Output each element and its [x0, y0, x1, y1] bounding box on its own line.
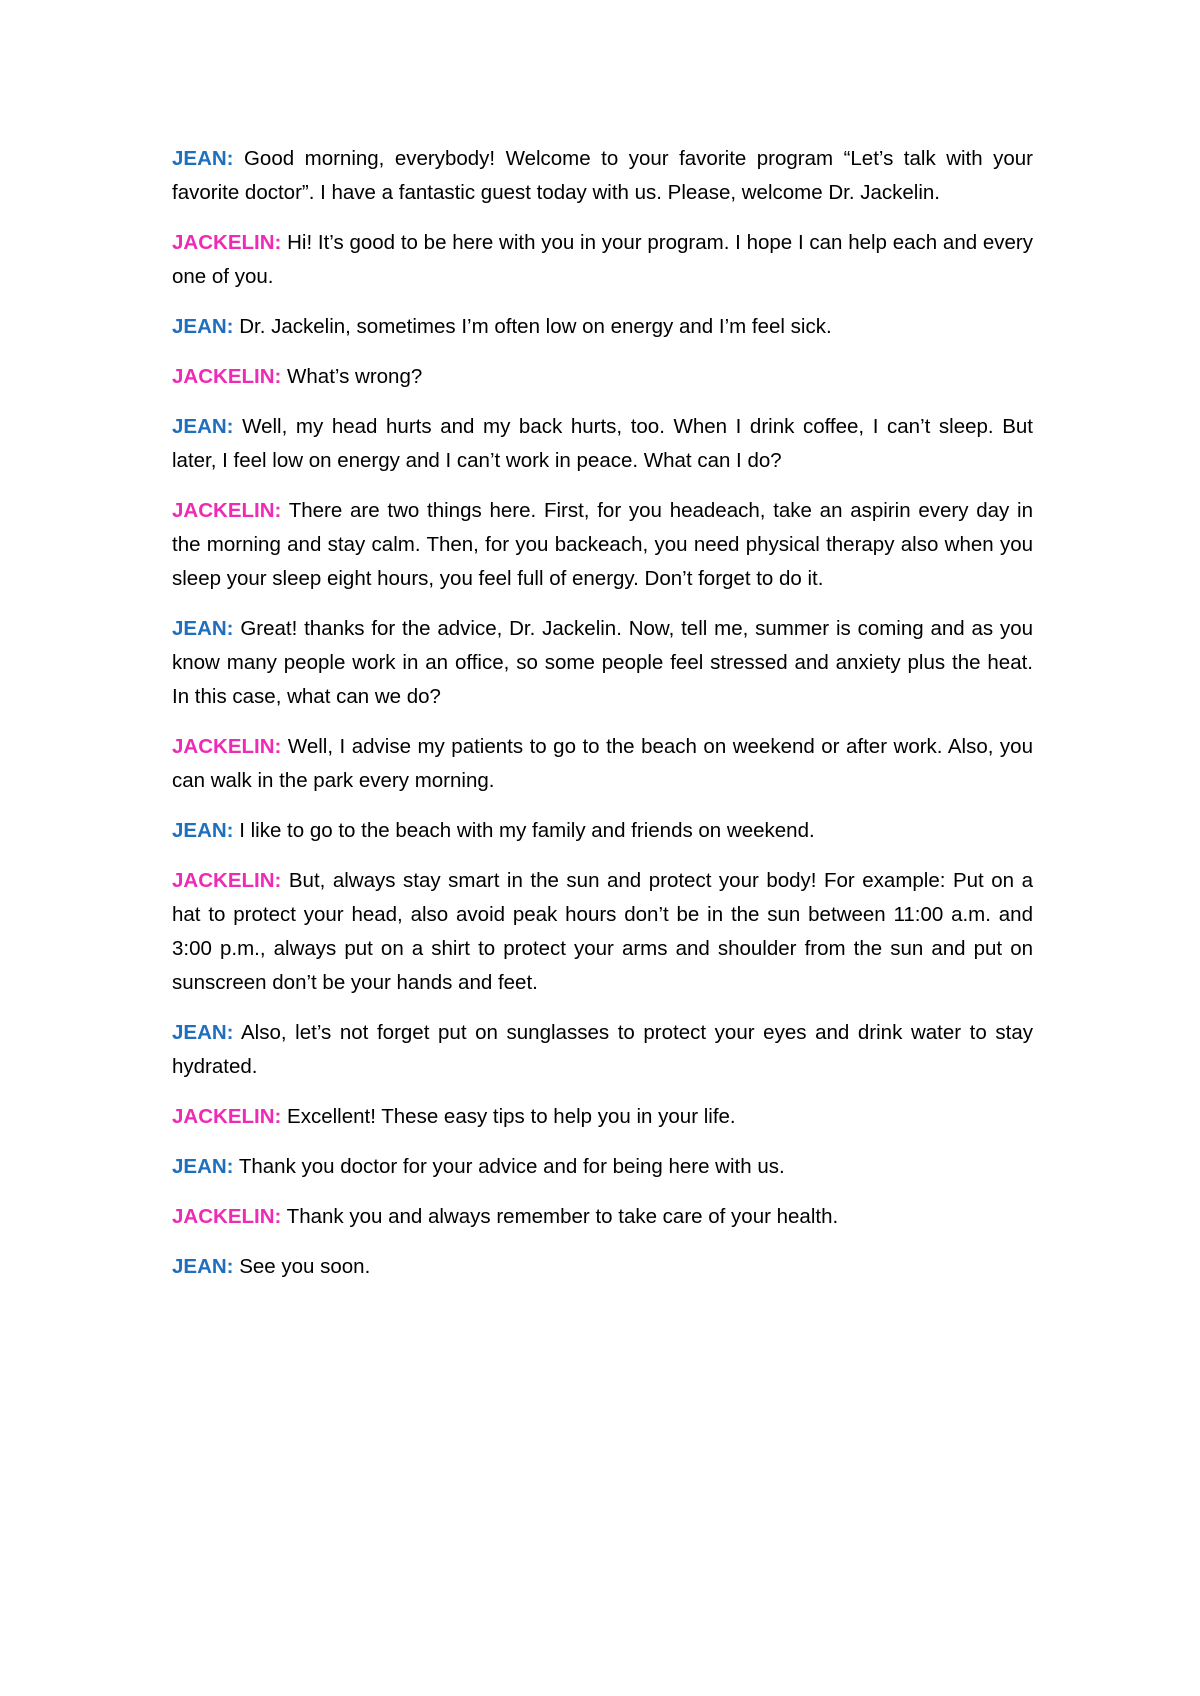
speaker-label: JACKELIN:: [172, 365, 282, 388]
dialogue-line: [172, 814, 1033, 848]
speaker-label: JEAN:: [172, 819, 234, 842]
speaker-label: JACKELIN:: [172, 869, 282, 892]
speaker-label: JEAN:: [172, 1255, 234, 1278]
dialogue-line: [172, 1200, 1033, 1234]
speaker-label: JEAN:: [172, 1021, 234, 1044]
speaker-label: JACKELIN:: [172, 1105, 282, 1128]
speaker-label: JEAN:: [172, 415, 234, 438]
speaker-label: JEAN:: [172, 617, 234, 640]
dialogue-line: [172, 864, 1033, 1000]
dialogue-text: I like to go to the beach with my family and friends on weekend.: [233, 819, 815, 842]
dialogue-line: [172, 360, 1033, 394]
dialogue-text: Thank you and always remember to take care of your health.: [281, 1205, 839, 1228]
speaker-label: JEAN:: [172, 147, 234, 170]
dialogue-transcript: [172, 142, 1033, 1300]
dialogue-line: [172, 1150, 1033, 1184]
dialogue-line: [172, 1250, 1033, 1284]
speaker-label: JEAN:: [172, 315, 234, 338]
dialogue-line: [172, 494, 1033, 596]
speaker-label: JACKELIN:: [172, 1205, 282, 1228]
dialogue-text: Good morning, everybody! Welcome to your favorite program “Let’s talk with your favorite doctor”. I have a fantastic guest today with us. Please, welcome Dr. Jackelin.: [172, 147, 1033, 204]
speaker-label: JACKELIN:: [172, 735, 282, 758]
dialogue-text: There are two things here. First, for you headeach, take an aspirin every day in the morning and stay calm. Then, for you backeach, you need physical therapy also when you sleep your sleep eight hours, you feel full of energy. Don’t forget to do it.: [172, 499, 1033, 590]
speaker-label: JEAN:: [172, 1155, 234, 1178]
dialogue-line: [172, 612, 1033, 714]
dialogue-line: [172, 1016, 1033, 1084]
dialogue-text: See you soon.: [233, 1255, 371, 1278]
dialogue-text: Great! thanks for the advice, Dr. Jackelin. Now, tell me, summer is coming and as you know many people work in an office, so some people feel stressed and anxiety plus the heat. In this case, what can we do?: [172, 617, 1033, 708]
dialogue-text: Dr. Jackelin, sometimes I’m often low on energy and I’m feel sick.: [233, 315, 832, 338]
dialogue-text: But, always stay smart in the sun and protect your body! For example: Put on a hat to protect your head, also avoid peak hours don’t be in the sun between 11:00 a.m. and 3:00 p.m., always put on a shirt to protect your arms and shoulder from the sun and put on sunscreen don’t be your hands and feet.: [172, 869, 1033, 994]
dialogue-line: [172, 142, 1033, 210]
speaker-label: JACKELIN:: [172, 231, 282, 254]
dialogue-text: Hi! It’s good to be here with you in your program. I hope I can help each and every one of you.: [172, 231, 1033, 288]
dialogue-line: [172, 410, 1033, 478]
dialogue-text: Well, my head hurts and my back hurts, too. When I drink coffee, I can’t sleep. But later, I feel low on energy and I can’t work in peace. What can I do?: [172, 415, 1033, 472]
dialogue-line: [172, 226, 1033, 294]
dialogue-line: [172, 730, 1033, 798]
dialogue-line: [172, 310, 1033, 344]
dialogue-text: Well, I advise my patients to go to the beach on weekend or after work. Also, you can walk in the park every morning.: [172, 735, 1033, 792]
dialogue-text: What’s wrong?: [281, 365, 423, 388]
dialogue-line: [172, 1100, 1033, 1134]
speaker-label: JACKELIN:: [172, 499, 282, 522]
dialogue-text: Thank you doctor for your advice and for being here with us.: [233, 1155, 785, 1178]
dialogue-text: Excellent! These easy tips to help you in your life.: [281, 1105, 736, 1128]
dialogue-text: Also, let’s not forget put on sunglasses to protect your eyes and drink water to stay hydrated.: [172, 1021, 1033, 1078]
